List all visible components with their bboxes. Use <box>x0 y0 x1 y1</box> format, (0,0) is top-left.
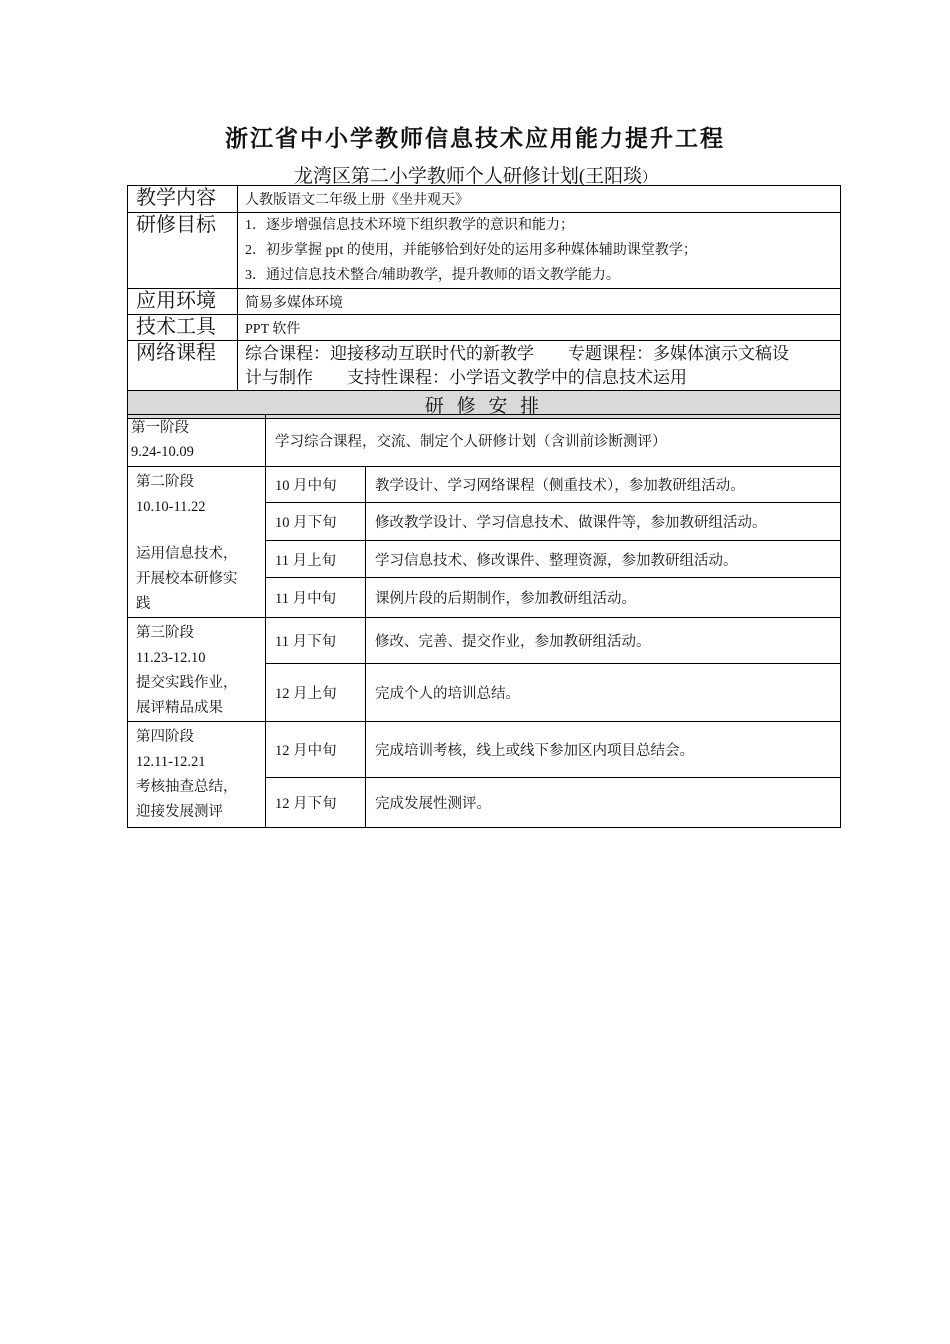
task-cell: 修改、完善、提交作业，参加教研组活动。 <box>366 618 841 664</box>
row-teaching-content <box>128 186 841 213</box>
stage-2-dates: 10.10-11.22 <box>136 499 206 515</box>
label-teaching-content: 教学内容 <box>128 186 238 213</box>
stage-1-row <box>128 415 841 467</box>
value-online-courses <box>238 341 841 391</box>
label-online-courses: 网络课程 <box>128 341 238 391</box>
stage-3-desc: 展评精品成果 <box>136 700 223 716</box>
courses-line-2: 计与制作 支持性课程：小学语文教学中的信息技术运用 <box>245 368 687 387</box>
subtitle-text: 龙湾区第二小学教师个人研修计划(王阳琰 <box>293 166 643 187</box>
period-cell: 12 月下旬 <box>266 778 366 828</box>
stage-1-overview: 学习综合课程，交流、制定个人研修计划（含训前诊断测评） <box>266 415 841 467</box>
label-tools: 技术工具 <box>128 315 238 341</box>
task-cell: 教学设计、学习网络课程（侧重技术），参加教研组活动。 <box>366 467 841 503</box>
goal-item: 3．通过信息技术整合/辅助教学，提升教师的语文教学能力。 <box>245 268 620 283</box>
stage-4-dates: 12.11-12.21 <box>136 754 206 770</box>
stage-3-cell <box>128 618 266 722</box>
period-cell: 11 月下旬 <box>266 618 366 664</box>
row-environment <box>128 289 841 315</box>
stage-4-name: 第四阶段 <box>136 729 194 745</box>
schedule-table <box>127 414 841 828</box>
period-cell: 10 月中旬 <box>266 467 366 503</box>
stage-3-desc: 提交实践作业， <box>136 675 238 691</box>
value-environment: 简易多媒体环境 <box>238 289 841 315</box>
stage-1-cell <box>128 415 266 467</box>
task-cell: 学习信息技术、修改课件、整理资源，参加教研组活动。 <box>366 540 841 577</box>
goal-item: 2．初步掌握 ppt 的使用，并能够恰到好处的运用多种媒体辅助课堂教学； <box>245 243 697 258</box>
stage-2-desc: 开展校本研修实 <box>136 571 238 587</box>
stage-2-desc: 运用信息技术， <box>136 546 238 562</box>
stage-1-name: 第一阶段 <box>131 420 189 436</box>
task-cell: 完成发展性测评。 <box>366 778 841 828</box>
stage-3-dates: 11.23-12.10 <box>136 650 206 666</box>
schedule-row <box>128 467 841 503</box>
value-tools: PPT 软件 <box>238 315 841 341</box>
stage-4-desc: 考核抽查总结， <box>136 779 238 795</box>
info-table <box>127 185 841 419</box>
label-goals: 研修目标 <box>128 213 238 289</box>
task-cell: 完成个人的培训总结。 <box>366 664 841 722</box>
task-cell: 修改教学设计、学习信息技术、做课件等，参加教研组活动。 <box>366 503 841 540</box>
period-cell: 12 月上旬 <box>266 664 366 722</box>
schedule-heading: 研 修 安 排 <box>128 391 841 419</box>
period-cell: 10 月下旬 <box>266 503 366 540</box>
goal-item: 1．逐步增强信息技术环境下组织教学的意识和能力； <box>245 218 574 233</box>
period-cell: 11 月上旬 <box>266 540 366 577</box>
row-goals <box>128 213 841 289</box>
period-cell: 12 月中旬 <box>266 722 366 778</box>
stage-3-name: 第三阶段 <box>136 625 194 641</box>
task-cell: 完成培训考核，线上或线下参加区内项目总结会。 <box>366 722 841 778</box>
goals-list <box>238 213 841 289</box>
document-title: 浙江省中小学教师信息技术应用能力提升工程 <box>225 125 725 152</box>
label-environment: 应用环境 <box>128 289 238 315</box>
courses-line-1: 综合课程：迎接移动互联时代的新教学 专题课程：多媒体演示文稿设 <box>245 344 789 363</box>
schedule-row <box>128 722 841 778</box>
value-teaching-content: 人教版语文二年级上册《坐井观天》 <box>238 186 841 213</box>
stage-2-name: 第二阶段 <box>136 474 194 490</box>
document-subtitle <box>0 161 950 188</box>
stage-2-cell <box>128 467 266 618</box>
period-cell: 11 月中旬 <box>266 578 366 618</box>
stage-4-desc: 迎接发展测评 <box>136 804 223 820</box>
stage-4-cell <box>128 722 266 828</box>
spacer <box>136 520 262 542</box>
subtitle-close-paren: ） <box>642 171 657 186</box>
row-online-courses <box>128 341 841 391</box>
stage-2-desc: 践 <box>136 596 151 612</box>
task-cell: 课例片段的后期制作，参加教研组活动。 <box>366 578 841 618</box>
schedule-row <box>128 618 841 664</box>
stage-1-dates: 9.24-10.09 <box>131 444 194 460</box>
row-tools <box>128 315 841 341</box>
